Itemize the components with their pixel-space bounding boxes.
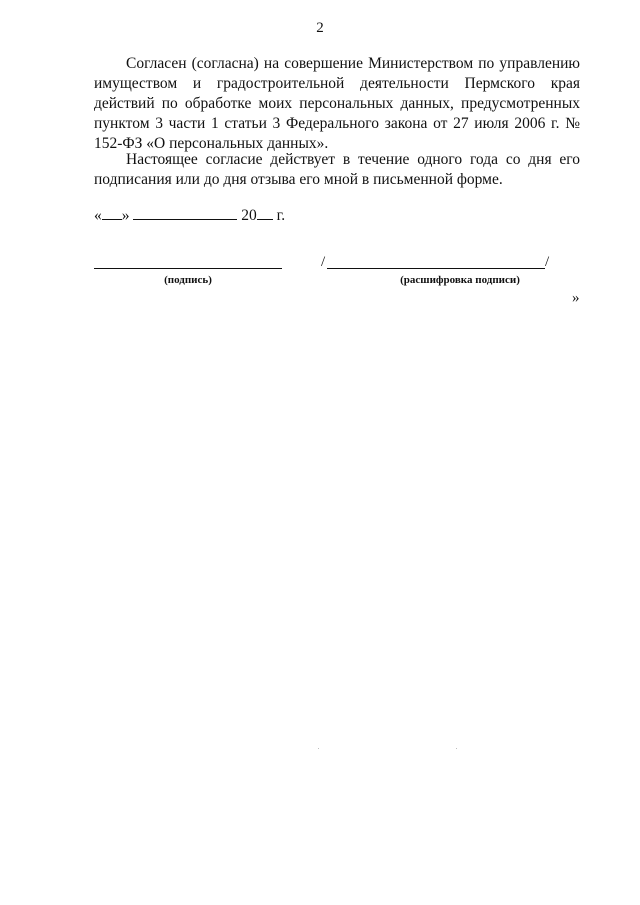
date-open-quote: « xyxy=(94,207,102,224)
scan-speck xyxy=(456,748,457,749)
signature-line xyxy=(94,254,282,269)
day-blank xyxy=(102,205,122,220)
year-suffix: г. xyxy=(276,207,286,224)
consent-paragraph-1: Согласен (согласна) на совершение Министерством по управлению имуществом и градостроительной деятельности Пермского края действий по обработке моих персональных данных, предусмотренных пунктом 3 части 1 статьи 3 Федерального закона от 27 июля 2006 г. № 152-ФЗ «О персональных данных». xyxy=(94,55,580,152)
date-close-quote: » xyxy=(121,207,130,224)
year-prefix: 20 xyxy=(241,207,257,224)
date-line xyxy=(94,205,285,225)
decoding-slash-left: / xyxy=(321,254,326,270)
signature-decoding-caption: (расшифровка подписи) xyxy=(400,274,520,286)
page-number: 2 xyxy=(316,20,324,36)
month-blank xyxy=(133,205,237,220)
consent-paragraph-2: Настоящее согласие действует в течение одного года со дня его подписания или до дня отзыва его мной в письменной форме. xyxy=(94,151,580,188)
scan-speck xyxy=(318,748,319,749)
signature-caption: (подпись) xyxy=(164,274,212,286)
signature-decoding-line xyxy=(327,254,545,269)
year-blank xyxy=(257,205,273,220)
decoding-slash-right: / xyxy=(545,254,550,270)
closing-quote-mark: » xyxy=(572,290,580,306)
